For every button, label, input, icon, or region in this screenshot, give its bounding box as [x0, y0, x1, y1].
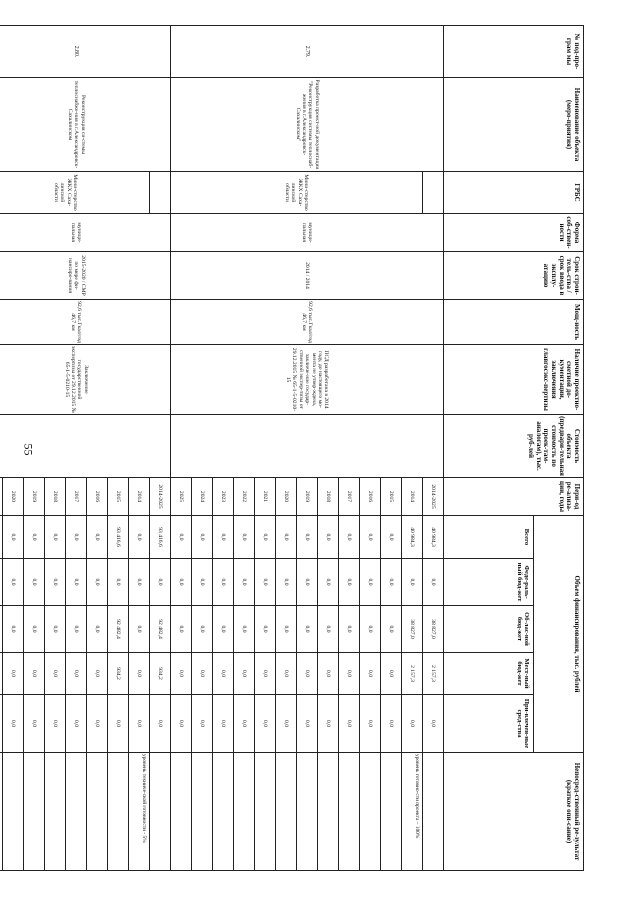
- grbs-blank: [423, 172, 444, 214]
- period-year: 2014-2025: [423, 478, 444, 516]
- result-blank: [297, 753, 318, 871]
- project-cost: [171, 415, 444, 478]
- result-blank: [108, 753, 129, 871]
- period-year: 2014: [402, 478, 423, 516]
- funding-attracted: [0, 695, 3, 753]
- grbs-blank: [150, 172, 171, 214]
- funding-federal: 0,0: [360, 559, 381, 606]
- period-year: 2023: [213, 478, 234, 516]
- project-grbs: Мини-стерство ЖКХ Саха-линской области: [0, 172, 150, 214]
- funding-regional: 0,0: [255, 606, 276, 653]
- funding-federal: 0,0: [24, 559, 45, 606]
- period-year: 2016: [360, 478, 381, 516]
- funding-total: 93 416,6: [108, 516, 129, 559]
- funding-local: 0,0: [87, 653, 108, 695]
- result-blank: [276, 753, 297, 871]
- result-blank: [3, 753, 24, 871]
- project-grbs: Мини-стерство ЖКХ Саха-линской области: [171, 172, 423, 214]
- period-year: 2015: [108, 478, 129, 516]
- funding-attracted: 0,0: [45, 695, 66, 753]
- table-row: [150, 26, 171, 871]
- table-row: [423, 26, 444, 871]
- funding-regional: 0,0: [45, 606, 66, 653]
- funding-total: 40 984,3: [402, 516, 423, 559]
- funding-regional: 0,0: [66, 606, 87, 653]
- funding-attracted: 0,0: [297, 695, 318, 753]
- funding-attracted: 0,0: [66, 695, 87, 753]
- funding-regional: 0,0: [129, 606, 150, 653]
- funding-local: 0,0: [318, 653, 339, 695]
- funding-federal: 0,0: [255, 559, 276, 606]
- funding-regional: 0,0: [3, 606, 24, 653]
- funding-federal: 0,0: [339, 559, 360, 606]
- funding-regional: 0,0: [24, 606, 45, 653]
- period-year: 2021: [255, 478, 276, 516]
- funding-local: 0,0: [171, 653, 192, 695]
- period-year: 2017: [339, 478, 360, 516]
- project-result-blank: [150, 753, 171, 871]
- funding-attracted: 0,0: [360, 695, 381, 753]
- project-power: 92,6 тыс.Гкал/год 46,7 км: [0, 300, 171, 345]
- funding-local: [0, 653, 3, 695]
- period-year: 2015: [381, 478, 402, 516]
- funding-total: 0,0: [318, 516, 339, 559]
- funding-local: 934,2: [150, 653, 171, 695]
- project-result: уровень готовно-сти проекта – 100%: [402, 753, 423, 871]
- funding-federal: 0,0: [45, 559, 66, 606]
- funding-federal: 0,0: [423, 559, 444, 606]
- result-blank: [45, 753, 66, 871]
- project-docs: ПСД разработана в 2014 году, до настоящего мо-мента не утвер-ждена, заключе-ние государ-ственной экспер-тизы от 29.12.2015 № 65-1-5-0210-15: [171, 345, 444, 415]
- funding-local: 0,0: [234, 653, 255, 695]
- period-year: 2025: [171, 478, 192, 516]
- project-name: Разработка проект-ной документации "Реконструкция системы теплоснаб-жения в г.Александровск-Сахалинском": [171, 78, 444, 172]
- funding-attracted: 0,0: [381, 695, 402, 753]
- header-funding: Объем финансирования, тыс. рублей: [534, 516, 584, 753]
- funding-local: 0,0: [381, 653, 402, 695]
- funding-federal: 0,0: [234, 559, 255, 606]
- project-result: уровень техниче-ской готовности - 5%: [129, 753, 150, 871]
- funding-attracted: 0,0: [423, 695, 444, 753]
- funding-attracted: 0,0: [108, 695, 129, 753]
- header-federal: Феде-раль-ный бюд-жет: [444, 559, 534, 606]
- funding-regional: 0,0: [192, 606, 213, 653]
- header-docs: Наличие проектно-сметной до-кументации, заключения главгосэкс-пертизы: [444, 345, 584, 415]
- funding-total: 0,0: [171, 516, 192, 559]
- funding-regional: 0,0: [276, 606, 297, 653]
- header-num: № под-про-грам мы: [444, 26, 584, 78]
- result-blank: [360, 753, 381, 871]
- funding-total: 0,0: [129, 516, 150, 559]
- result-blank: [234, 753, 255, 871]
- header-result: Непосред-ственный ре-зультат (краткое опи-сание): [444, 753, 584, 871]
- period-year: 2020: [276, 478, 297, 516]
- result-blank: [318, 753, 339, 871]
- funding-local: 0,0: [255, 653, 276, 695]
- funding-local: 0,0: [213, 653, 234, 695]
- funding-federal: 0,0: [108, 559, 129, 606]
- funding-local: 2 157,3: [402, 653, 423, 695]
- project-power: 92,6 тыс.Гкал/год 46,7 км: [171, 300, 444, 345]
- funding-total: [0, 516, 3, 559]
- funding-local: 0,0: [192, 653, 213, 695]
- funding-regional: 0,0: [339, 606, 360, 653]
- funding-regional: 0,0: [360, 606, 381, 653]
- header-local: Мест-ный бюд-жет: [444, 653, 534, 695]
- header-form: Форма соб-ствен-ности: [444, 214, 584, 252]
- funding-attracted: 0,0: [3, 695, 24, 753]
- result-blank: [0, 753, 3, 871]
- header-attracted: При-влечен-ные сред-ства: [444, 695, 534, 753]
- funding-regional: 0,0: [318, 606, 339, 653]
- header-term: Срок строи-тель-ства / срок ввода в эксплу-атацию: [444, 252, 584, 300]
- project-result-blank: [423, 753, 444, 871]
- funding-local: 934,2: [108, 653, 129, 695]
- header-cost: Стоимость объекта (предвари-тельная стоимость по проек-там-аналогам), тыс. руб-лей: [444, 415, 584, 478]
- header-name: Наименование объекта (меро-приятия): [444, 78, 584, 172]
- project-cost: [0, 415, 171, 478]
- funding-attracted: 0,0: [150, 695, 171, 753]
- project-form: муници-пальная: [0, 214, 171, 252]
- funding-attracted: 0,0: [318, 695, 339, 753]
- funding-attracted: 0,0: [234, 695, 255, 753]
- funding-federal: 0,0: [402, 559, 423, 606]
- funding-attracted: 0,0: [213, 695, 234, 753]
- funding-attracted: 0,0: [402, 695, 423, 753]
- result-blank: [213, 753, 234, 871]
- funding-attracted: 0,0: [255, 695, 276, 753]
- funding-attracted: 0,0: [171, 695, 192, 753]
- funding-federal: 0,0: [3, 559, 24, 606]
- result-blank: [171, 753, 192, 871]
- funding-federal: 0,0: [150, 559, 171, 606]
- header-grbs: ГРБС: [444, 172, 584, 214]
- period-year: 2014-2025: [150, 478, 171, 516]
- funding-total: 0,0: [45, 516, 66, 559]
- result-blank: [66, 753, 87, 871]
- funding-local: 0,0: [3, 653, 24, 695]
- funding-regional: [0, 606, 3, 653]
- funding-regional: 0,0: [87, 606, 108, 653]
- funding-attracted: 0,0: [276, 695, 297, 753]
- funding-total: 0,0: [255, 516, 276, 559]
- funding-total: 0,0: [276, 516, 297, 559]
- project-term: 2015-2020 / СМР по мере фи-нансиро-вания: [0, 252, 171, 300]
- funding-attracted: 0,0: [24, 695, 45, 753]
- period-year: 2014: [129, 478, 150, 516]
- funding-attracted: 0,0: [339, 695, 360, 753]
- funding-local: 0,0: [297, 653, 318, 695]
- result-blank: [24, 753, 45, 871]
- project-docs: Заключение государственной экспертизы от 29.12.2015 № 65-1-5-0210-15: [0, 345, 171, 415]
- funding-total: 0,0: [3, 516, 24, 559]
- funding-total: 0,0: [87, 516, 108, 559]
- table-header: [444, 26, 584, 871]
- funding-attracted: 0,0: [129, 695, 150, 753]
- financing-table: [0, 25, 584, 871]
- funding-regional: 0,0: [297, 606, 318, 653]
- period-year: [0, 478, 3, 516]
- funding-attracted: 0,0: [192, 695, 213, 753]
- funding-federal: [0, 559, 3, 606]
- funding-total: 0,0: [339, 516, 360, 559]
- period-year: 2016: [87, 478, 108, 516]
- funding-local: 2 157,3: [423, 653, 444, 695]
- header-power: Мощ-ность: [444, 300, 584, 345]
- project-name: Реконструкция си-стемы теплоснабже-ния в г.Александровск-Сахалинском: [0, 78, 171, 172]
- page-number: 55: [21, 443, 36, 456]
- funding-federal: 0,0: [66, 559, 87, 606]
- result-blank: [339, 753, 360, 871]
- header-period: Пери-од ре-ализа-ции, годы: [444, 478, 584, 516]
- project-form: муници-пальная: [171, 214, 444, 252]
- funding-federal: 0,0: [318, 559, 339, 606]
- funding-regional: 92 482,4: [108, 606, 129, 653]
- period-year: 2019: [24, 478, 45, 516]
- project-num: 2.79.: [171, 26, 444, 78]
- funding-total: 40 984,3: [423, 516, 444, 559]
- funding-regional: 0,0: [171, 606, 192, 653]
- funding-regional: 0,0: [234, 606, 255, 653]
- funding-total: 93 416,6: [150, 516, 171, 559]
- funding-federal: 0,0: [381, 559, 402, 606]
- funding-federal: 0,0: [171, 559, 192, 606]
- funding-federal: 0,0: [276, 559, 297, 606]
- funding-total: 0,0: [192, 516, 213, 559]
- funding-federal: 0,0: [129, 559, 150, 606]
- period-year: 2018: [45, 478, 66, 516]
- funding-regional: 38 827,0: [423, 606, 444, 653]
- funding-local: 0,0: [339, 653, 360, 695]
- funding-local: 0,0: [360, 653, 381, 695]
- funding-local: 0,0: [24, 653, 45, 695]
- result-blank: [381, 753, 402, 871]
- result-blank: [192, 753, 213, 871]
- funding-total: 0,0: [360, 516, 381, 559]
- header-regional: Об-лас-ной бюд-жет: [444, 606, 534, 653]
- funding-federal: 0,0: [297, 559, 318, 606]
- funding-local: 0,0: [129, 653, 150, 695]
- funding-total: 0,0: [297, 516, 318, 559]
- table-body: [0, 26, 444, 871]
- funding-local: 0,0: [45, 653, 66, 695]
- period-year: 2024: [192, 478, 213, 516]
- funding-local: 0,0: [66, 653, 87, 695]
- period-year: 2020: [3, 478, 24, 516]
- project-term: 2014 / 2014: [171, 252, 444, 300]
- result-blank: [255, 753, 276, 871]
- header-total: Всего: [444, 516, 534, 559]
- funding-attracted: 0,0: [87, 695, 108, 753]
- funding-federal: 0,0: [213, 559, 234, 606]
- funding-total: 0,0: [66, 516, 87, 559]
- funding-regional: 0,0: [381, 606, 402, 653]
- funding-total: 0,0: [213, 516, 234, 559]
- funding-federal: 0,0: [192, 559, 213, 606]
- funding-regional: 0,0: [213, 606, 234, 653]
- result-blank: [87, 753, 108, 871]
- period-year: 2018: [318, 478, 339, 516]
- funding-regional: 38 827,0: [402, 606, 423, 653]
- funding-local: 0,0: [276, 653, 297, 695]
- funding-regional: 92 482,4: [150, 606, 171, 653]
- funding-total: 0,0: [381, 516, 402, 559]
- period-year: 2017: [66, 478, 87, 516]
- period-year: 2019: [297, 478, 318, 516]
- period-year: 2022: [234, 478, 255, 516]
- funding-total: 0,0: [24, 516, 45, 559]
- funding-federal: 0,0: [87, 559, 108, 606]
- funding-total: 0,0: [234, 516, 255, 559]
- project-num: 2.80.: [0, 26, 171, 78]
